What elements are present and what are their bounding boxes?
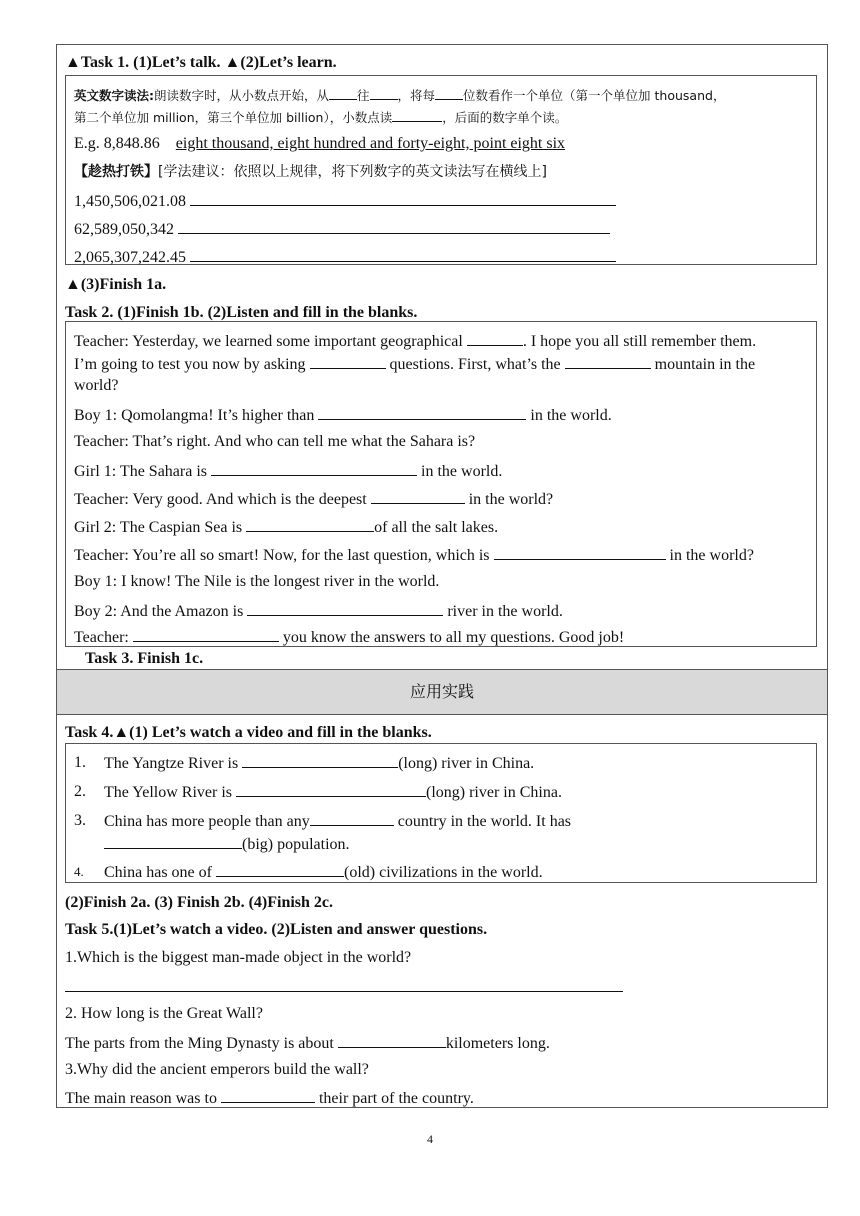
blank[interactable] (221, 1087, 315, 1103)
dialogue-line: I’m going to test you now by asking questions. First, what’s the mountain in the (74, 353, 755, 375)
rule-line-2: 第二个单位加 million，第三个单位加 billion），小数点读 ，后面的数字单个读。 (74, 106, 567, 128)
list-item-continued: (big) population. (104, 833, 350, 856)
number-reading-box (65, 75, 817, 265)
rule-label: 英文数字读法: (74, 88, 154, 103)
dialogue-line: Boy 1: Qomolangma! It’s higher than in the world. (74, 404, 612, 426)
number-row: 2,065,307,242.45 (74, 246, 616, 268)
question-3: 3.Why did the ancient emperors build the wall? (65, 1061, 369, 1078)
example-text: eight thousand, eight hundred and forty-eight, point eight six (175, 135, 566, 152)
answer-blank[interactable] (190, 190, 616, 206)
blank[interactable] (310, 810, 394, 826)
section-title: 应用实践 (57, 669, 827, 715)
task3-heading: Task 3. Finish 1c. (85, 650, 204, 667)
answer-blank[interactable] (65, 976, 623, 992)
blank[interactable] (247, 600, 443, 616)
list-item: China has one of (old) civilizations in the world. (104, 861, 543, 884)
blank[interactable] (211, 460, 417, 476)
dialogue-line: Teacher: Yesterday, we learned some important geographical . I hope you all still remember them. (74, 330, 756, 352)
blank[interactable] (104, 833, 242, 849)
page-number: 4 (427, 1132, 433, 1146)
blank[interactable] (216, 861, 344, 877)
blank[interactable] (133, 626, 279, 642)
dialogue-line: Teacher: You’re all so smart! Now, for the last question, which is in the world? (74, 544, 754, 566)
dialogue-box (65, 321, 817, 647)
answer-2: The parts from the Ming Dynasty is about kilometers long. (65, 1032, 550, 1054)
answer-line (65, 976, 623, 998)
dialogue-line: Boy 1: I know! The Nile is the longest river in the world. (74, 573, 440, 590)
question-2: 2. How long is the Great Wall? (65, 1005, 263, 1022)
practice-hint: [学法建议：依照以上规律，将下列数字的英文读法写在横线上] (158, 164, 547, 180)
answer-3: The main reason was to their part of the country. (65, 1087, 474, 1109)
blank[interactable] (370, 84, 398, 100)
blank[interactable] (565, 353, 651, 369)
number-row: 1,450,506,021.08 (74, 190, 616, 212)
blank[interactable] (310, 353, 386, 369)
blank[interactable] (246, 516, 374, 532)
dialogue-line: Teacher: Very good. And which is the deepest in the world? (74, 488, 553, 510)
blank[interactable] (242, 752, 398, 768)
list-item: The Yangtze River is (long) river in China. (104, 752, 534, 775)
practice-label: 【趁热打铁】 (74, 164, 158, 180)
task1-finish: ▲(3)Finish 1a. (65, 276, 167, 293)
blank[interactable] (371, 488, 465, 504)
item-number: 2. (74, 783, 86, 800)
item-number: 1. (74, 754, 86, 771)
question-1: 1.Which is the biggest man-made object in the world? (65, 949, 412, 966)
blank[interactable] (329, 84, 357, 100)
list-item: China has more people than any country in the world. It has (104, 810, 571, 833)
dialogue-line: world? (74, 377, 119, 394)
dialogue-line: Girl 2: The Caspian Sea is of all the salt lakes. (74, 516, 498, 538)
blank[interactable] (467, 330, 523, 346)
number-row: 62,589,050,342 (74, 218, 610, 240)
fill-blanks-box (65, 743, 817, 883)
example-label: E.g. 8,848.86 (74, 135, 160, 152)
task4-heading: Task 4.▲(1) Let’s watch a video and fill in the blanks. (65, 724, 432, 741)
practice-line (74, 162, 547, 182)
task1-heading: ▲Task 1. (1)Let’s talk. ▲(2)Let’s learn. (65, 54, 337, 71)
dialogue-line: Girl 1: The Sahara is in the world. (74, 460, 502, 482)
answer-blank[interactable] (190, 246, 616, 262)
task5-heading: Task 5.(1)Let’s watch a video. (2)Listen and answer questions. (65, 921, 488, 938)
item-number: 4. (74, 864, 84, 879)
blank[interactable] (494, 544, 666, 560)
item-number: 3. (74, 812, 86, 829)
blank[interactable] (435, 84, 463, 100)
dialogue-line: Boy 2: And the Amazon is river in the world. (74, 600, 563, 622)
rule-line-1: 英文数字读法:朗读数字时，从小数点开始，从 往 ，将每 位数看作一个单位（第一个单位加 thousand， (74, 84, 725, 106)
list-item: The Yellow River is (long) river in China. (104, 781, 562, 804)
blank[interactable] (318, 404, 526, 420)
blank[interactable] (236, 781, 426, 797)
blank[interactable] (392, 106, 442, 122)
blank[interactable] (338, 1032, 446, 1048)
worksheet-table (56, 44, 828, 1108)
dialogue-line: Teacher: you know the answers to all my questions. Good job! (74, 626, 624, 648)
task2-heading: Task 2. (1)Finish 1b. (2)Listen and fill in the blanks. (65, 304, 418, 321)
task4-finish: (2)Finish 2a. (3) Finish 2b. (4)Finish 2c. (65, 894, 334, 911)
answer-blank[interactable] (178, 218, 610, 234)
example-line (74, 134, 565, 154)
dialogue-line: Teacher: That’s right. And who can tell me what the Sahara is? (74, 433, 476, 450)
